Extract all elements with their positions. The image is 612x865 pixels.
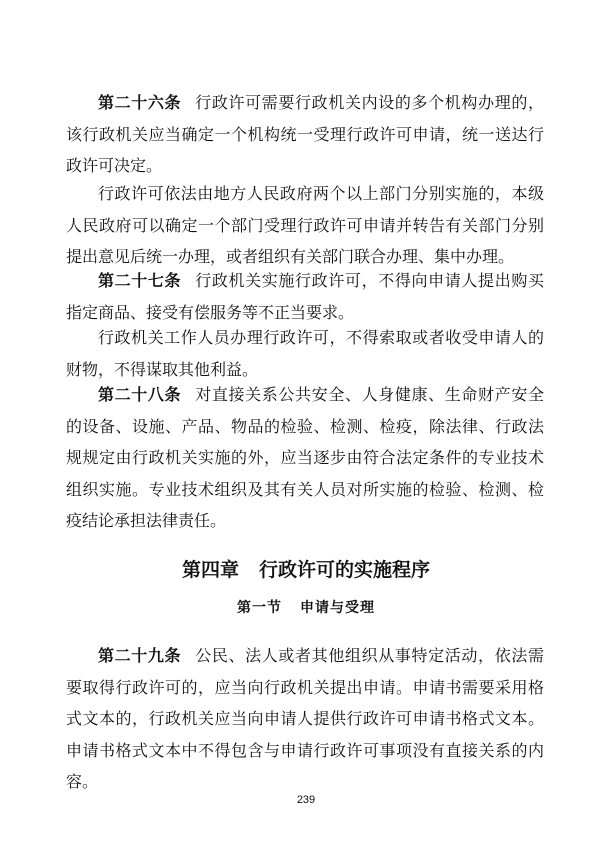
chapter-number: 第四章 [181,559,239,581]
article-29-text: 公民、法人或者其他组织从事特定活动，依法需要取得行政许可的，应当向行政机关提出申请。申请书需要采用格式文本的，行政机关应当向申请人提供行政许可申请书格式文本。申请书格式文本中不得包含与申请行政许可事项没有直接关系的内容。 [66,646,544,791]
article-27-lead: 第二十七条 [98,271,182,290]
article-28-text: 对直接关系公共安全、人身健康、生命财产安全的设备、设施、产品、物品的检验、检测、检疫，除法律、行政法规规定由行政机关实施的外，应当逐步由符合法定条件的专业技术组织实施。专业技术组织及其有关人员对所实施的检验、检测、检疫结论承担法律责任。 [66,385,544,530]
article-26-text: 行政许可需要行政机关内设的多个机构办理的，该行政机关应当确定一个机构统一受理行政许可申请，统一送达行政许可决定。 [66,93,544,175]
page-number: 239 [296,794,316,806]
article-28 [66,379,544,537]
section-number: 第一节 [237,600,282,616]
chapter-heading [0,558,612,582]
section-title: 申请与受理 [300,600,375,616]
article-29 [66,640,544,798]
article-27-text: 行政机关实施行政许可，不得向申请人提出购买指定商品、接受有偿服务等不正当要求。 [66,271,544,322]
article-27-paragraph-2: 行政机关工作人员办理行政许可，不得索取或者收受申请人的财物，不得谋取其他利益。 [66,328,544,379]
chapter-title: 行政许可的实施程序 [259,559,431,581]
article-27 [66,265,544,328]
article-29-lead: 第二十九条 [98,646,182,665]
article-26-paragraph-2: 行政许可依法由地方人民政府两个以上部门分别实施的，本级人民政府可以确定一个部门受理行政许可申请并转告有关部门分别提出意见后统一办理，或者组织有关部门联合办理、集中办理。 [66,184,544,266]
article-26 [66,87,544,182]
article-26-lead: 第二十六条 [98,93,182,112]
article-28-lead: 第二十八条 [98,385,182,404]
section-heading [0,598,612,618]
